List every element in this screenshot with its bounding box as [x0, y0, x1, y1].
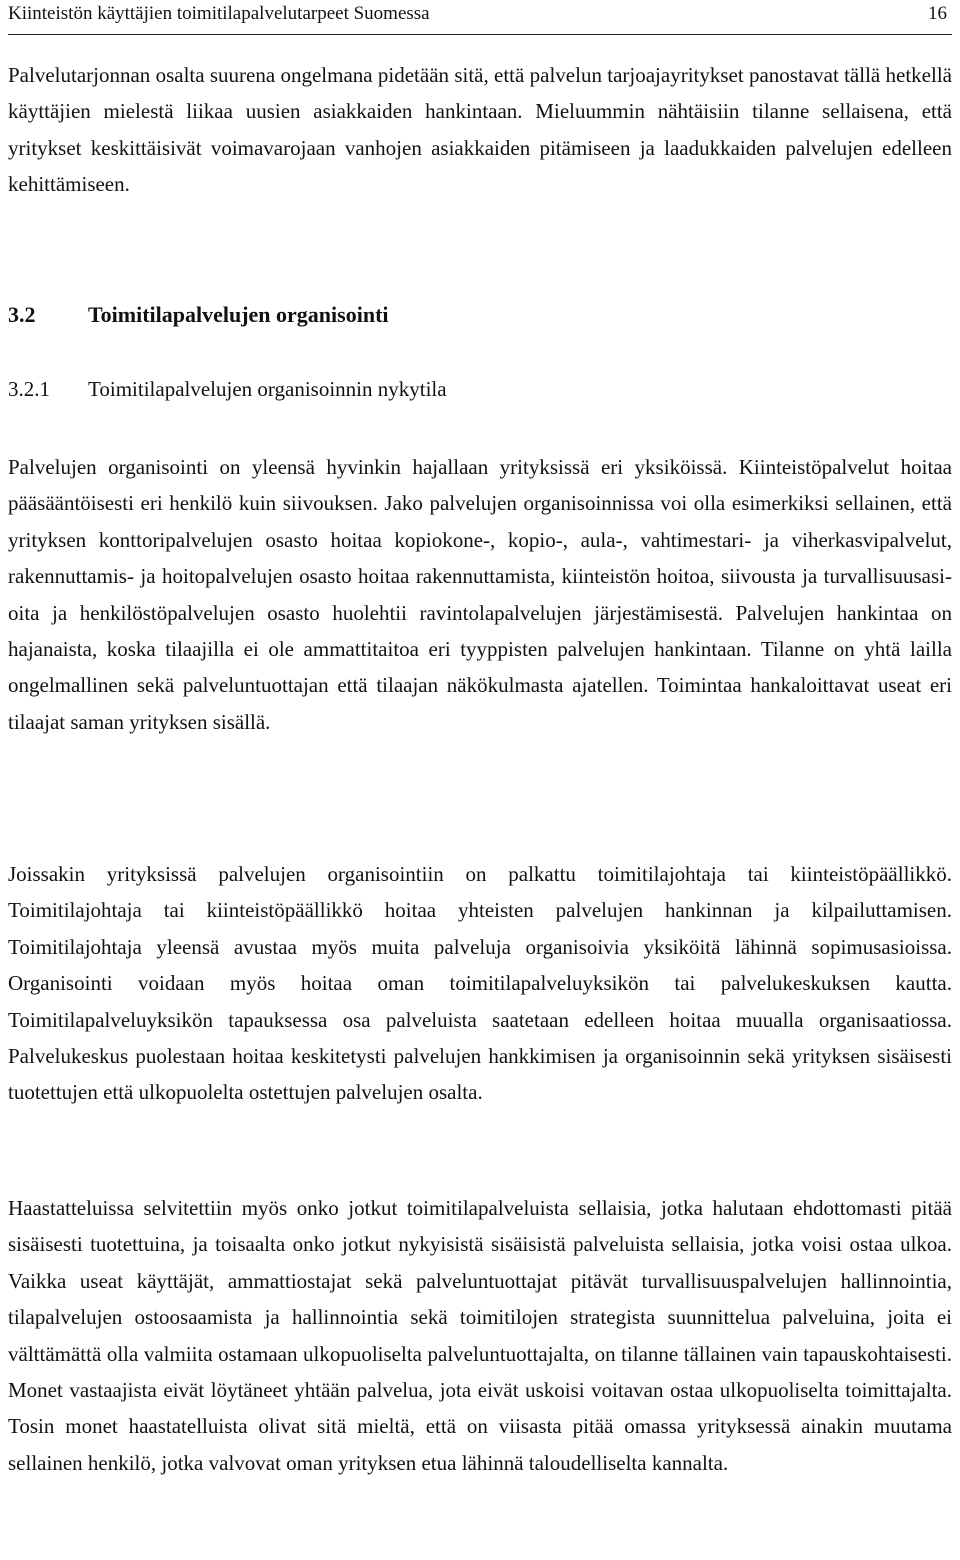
subsection-heading — [8, 374, 447, 404]
section-heading — [8, 300, 389, 330]
running-title: Kiinteistön käyttäjien toimitilapalvelutarpeet Suomessa — [8, 3, 430, 24]
paragraph-intro: Palvelutarjonnan osalta suurena ongelmana pidetään sitä, että palvelun tarjoajayritykset panostavat tällä hetkellä käyttäjien mielestä liikaa uusien asiakkaiden hankintaan. Mieluummin nähtäisiin tilanne sellaisena, että yritykset keskittäisivät voimavarojaan vanhojen asiakkaiden pitämiseen ja laadukkaiden palvelujen edelleen kehittämiseen. — [8, 63, 952, 197]
page-number: 16 — [928, 3, 947, 24]
section-title: Toimitilapalvelujen organisointi — [88, 302, 389, 327]
paragraph-facility-manager: Joissakin yrityksissä palvelujen organisointiin on palkattu toimitilajohtaja tai kiinteistöpäällikkö. Toimitilajohtaja tai kiinteistöpäällikkö hoitaa yhteisten palvelujen hankinnan ja kilpailuttamisen. Toimitilajohtaja yleensä avustaa myös muita palveluja organisoivia yksiköitä lähinnä sopimusasioissa. Organisointi voidaan myös hoitaa oman toimitilapalveluyksikön tai palvelukeskuksen kautta. Toimitilapalveluyksikön tapauksessa osa palveluista saatetaan edelleen hoitaa muualla organisaatiossa. Palvelukeskus puolestaan hoitaa keskitetysti palvelujen hankkimisen ja organisoinnin sekä yrityksen sisäisesti tuotettujen että ulkopuolelta ostettujen palvelujen osalta. — [8, 862, 952, 1105]
paragraph-interviews: Haastatteluissa selvitettiin myös onko jotkut toimitilapalveluista sellaisia, jotka halutaan ehdottomasti pitää sisäisesti tuotettuina, ja toisaalta onko jotkut nykyisistä sisäisistä palveluista sellaisia, jotka voisi ostaa ulkoa. Vaikka useat käyttäjät, ammattiostajat sekä palveluntuottajat pitävät turvallisuuspalvelujen hallinnointia, tilapalvelujen ostoosaamista ja hallinnointia sekä toimitilojen strategista suunnittelua palveluina, joita ei välttämättä olla valmiita ostamaan ulkopuoliselta palveluntuottajalta, on tilanne tällainen vain tapauskohtaisesti. Monet vastaajista eivät löytäneet yhtään palvelua, jota eivät uskoisi voitavan ostaa ulkopuoliselta toimittajalta. Tosin monet haastatelluista olivat sitä mieltä, että on viisasta pitää omassa yrityksessä ainakin muutama sellainen henkilö, jotka valvovat oman yrityksen etua lähinnä taloudelliselta kannalta. — [8, 1196, 952, 1475]
section-number: 3.2 — [8, 302, 36, 327]
page-header — [8, 0, 952, 35]
subsection-title: Toimitilapalvelujen organisoinnin nykytila — [88, 377, 447, 401]
paragraph-organisation: Palvelujen organisointi on yleensä hyvinkin hajallaan yrityksissä eri yksiköissä. Kiinteistöpalvelut hoitaa pääsääntöisesti eri henkilö kuin siivouksen. Jako palvelujen organisoinnissa voi olla esimerkiksi sellainen, että yrityksen konttoripalvelujen osasto hoitaa kopiokone-, kopio-, aula-, vahtimestari- ja viherkasvipalvelut, rakennuttamis- ja hoitopalvelujen osasto hoitaa rakennuttamista, kiinteistön hoitoa, siivousta ja turvallisuusasioita ja henkilöstöpalvelujen osasto huolehtii ravintolapalvelujen järjestämisestä. Palvelujen hankintaa on hajanaista, koska tilaajilla ei ole ammattitaitoa eri tyyppisten palvelujen hankintaan. Tilanne on yhtä lailla ongelmallinen sekä palveluntuottajan että tilaajan näkökulmasta ajatellen. Toimintaa hankaloittavat useat eri tilaajat saman yrityksen sisällä. — [8, 455, 952, 734]
subsection-number: 3.2.1 — [8, 377, 50, 401]
